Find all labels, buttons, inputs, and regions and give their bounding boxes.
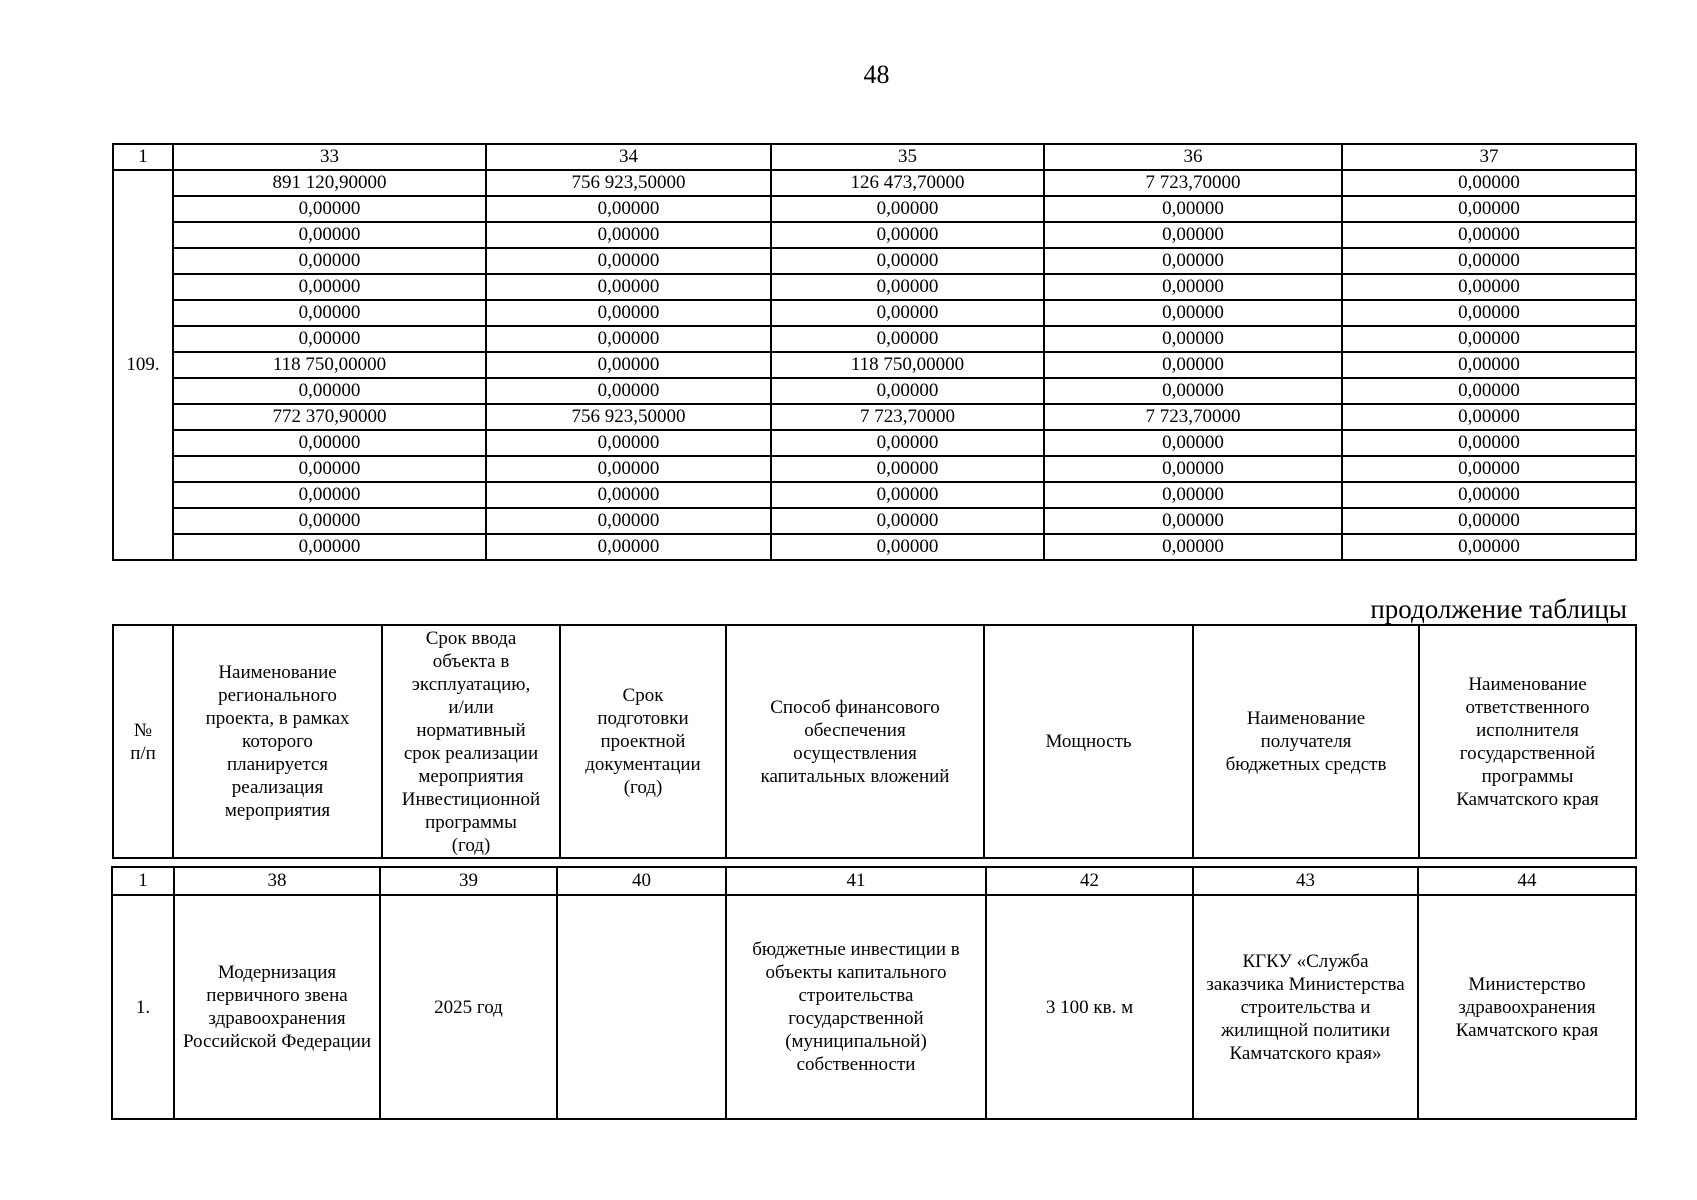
value-cell: 1. (112, 895, 174, 1119)
continuation-header-table (112, 624, 1637, 859)
value-cell: 0,00000 (486, 196, 771, 222)
table-row (113, 196, 1636, 222)
value-cell: 0,00000 (173, 508, 486, 534)
value-cell: 0,00000 (771, 482, 1044, 508)
value-cell: 0,00000 (1342, 456, 1636, 482)
table-row (113, 222, 1636, 248)
value-cell: 0,00000 (1342, 404, 1636, 430)
table-row (113, 170, 1636, 196)
header-cell: Мощность (984, 625, 1193, 858)
column-number-cell: 40 (557, 867, 726, 895)
table-row (113, 352, 1636, 378)
continuation-label: продолжение таблицы (1370, 594, 1627, 624)
column-number-cell: 37 (1342, 144, 1636, 170)
value-cell: 0,00000 (771, 456, 1044, 482)
table-row (113, 274, 1636, 300)
value-cell: КГКУ «Служба заказчика Министерства строительства и жилищной политики Камчатского края» (1193, 895, 1418, 1119)
value-cell: 0,00000 (771, 300, 1044, 326)
funding-table (112, 143, 1637, 561)
value-cell: 0,00000 (1044, 534, 1342, 560)
value-cell: 0,00000 (1342, 534, 1636, 560)
value-cell: 0,00000 (1044, 326, 1342, 352)
table-row (113, 248, 1636, 274)
value-cell: 0,00000 (771, 222, 1044, 248)
value-cell: 0,00000 (486, 482, 771, 508)
value-cell: 0,00000 (771, 430, 1044, 456)
value-cell: 0,00000 (1044, 274, 1342, 300)
header-cell: Срок ввода объекта в эксплуатацию, и/или нормативный срок реализации мероприятия Инвестиционной программы (год) (382, 625, 560, 858)
value-cell: 0,00000 (486, 274, 771, 300)
table-row (113, 508, 1636, 534)
column-number-cell: 33 (173, 144, 486, 170)
column-number-cell: 38 (174, 867, 380, 895)
value-cell: 0,00000 (173, 300, 486, 326)
value-cell: 0,00000 (173, 378, 486, 404)
value-cell: 7 723,70000 (1044, 170, 1342, 196)
value-cell: 0,00000 (173, 326, 486, 352)
value-cell: 0,00000 (1044, 508, 1342, 534)
value-cell: 0,00000 (486, 352, 771, 378)
value-cell: 0,00000 (771, 508, 1044, 534)
value-cell: 0,00000 (771, 274, 1044, 300)
project-table (111, 866, 1637, 1120)
value-cell: 0,00000 (486, 248, 771, 274)
table-row (113, 430, 1636, 456)
value-cell: 756 923,50000 (486, 170, 771, 196)
value-cell: 0,00000 (486, 326, 771, 352)
value-cell: 0,00000 (771, 248, 1044, 274)
value-cell: 0,00000 (173, 456, 486, 482)
value-cell: 0,00000 (771, 378, 1044, 404)
value-cell: 0,00000 (173, 196, 486, 222)
row-number-cell: 109. (113, 170, 173, 560)
value-cell: 0,00000 (1044, 482, 1342, 508)
table-row (113, 326, 1636, 352)
value-cell: 0,00000 (1044, 378, 1342, 404)
header-cell: № п/п (113, 625, 173, 858)
value-cell: 0,00000 (771, 534, 1044, 560)
value-cell: 0,00000 (486, 430, 771, 456)
table-row (113, 404, 1636, 430)
value-cell: 0,00000 (771, 196, 1044, 222)
column-number-cell: 36 (1044, 144, 1342, 170)
value-cell: 0,00000 (486, 534, 771, 560)
value-cell: 0,00000 (1044, 196, 1342, 222)
value-cell: 0,00000 (1342, 430, 1636, 456)
value-cell: 0,00000 (1342, 300, 1636, 326)
column-number-cell: 39 (380, 867, 557, 895)
value-cell: 0,00000 (1342, 196, 1636, 222)
value-cell: 0,00000 (1342, 248, 1636, 274)
value-cell: 0,00000 (1342, 378, 1636, 404)
header-cell: Способ финансового обеспечения осуществления капитальных вложений (726, 625, 984, 858)
table-row (113, 534, 1636, 560)
header-row (113, 625, 1636, 858)
value-cell: 756 923,50000 (486, 404, 771, 430)
header-cell: Наименование ответственного исполнителя государственной программы Камчатского края (1419, 625, 1636, 858)
column-number-cell: 42 (986, 867, 1193, 895)
column-number-cell: 34 (486, 144, 771, 170)
value-cell (557, 895, 726, 1119)
column-number-cell: 1 (112, 867, 174, 895)
value-cell: 0,00000 (1342, 274, 1636, 300)
value-cell: 0,00000 (1342, 508, 1636, 534)
table-row (112, 895, 1636, 1119)
column-number-row (113, 144, 1636, 170)
value-cell: 0,00000 (1342, 170, 1636, 196)
value-cell: 0,00000 (1044, 300, 1342, 326)
value-cell: 772 370,90000 (173, 404, 486, 430)
value-cell: 0,00000 (1044, 430, 1342, 456)
value-cell: 0,00000 (173, 248, 486, 274)
value-cell: 0,00000 (1342, 352, 1636, 378)
table-row (113, 482, 1636, 508)
column-number-cell: 35 (771, 144, 1044, 170)
value-cell: 0,00000 (486, 300, 771, 326)
value-cell: 0,00000 (486, 456, 771, 482)
value-cell: 891 120,90000 (173, 170, 486, 196)
value-cell: 0,00000 (486, 222, 771, 248)
header-cell: Наименование получателя бюджетных средств (1193, 625, 1419, 858)
value-cell: 0,00000 (1044, 222, 1342, 248)
table-row (113, 456, 1636, 482)
value-cell: 0,00000 (486, 508, 771, 534)
column-number-cell: 43 (1193, 867, 1418, 895)
value-cell: 0,00000 (771, 326, 1044, 352)
value-cell: 0,00000 (1044, 248, 1342, 274)
value-cell: 0,00000 (1342, 482, 1636, 508)
header-cell: Срок подготовки проектной документации (год) (560, 625, 726, 858)
value-cell: 118 750,00000 (771, 352, 1044, 378)
value-cell: бюджетные инвестиции в объекты капитального строительства государственной (муниципальной) собственности (726, 895, 986, 1119)
value-cell: 3 100 кв. м (986, 895, 1193, 1119)
value-cell: 0,00000 (173, 274, 486, 300)
value-cell: 0,00000 (173, 482, 486, 508)
value-cell: 0,00000 (173, 534, 486, 560)
header-cell: Наименование регионального проекта, в рамках которого планируется реализация мероприятия (173, 625, 382, 858)
value-cell: 2025 год (380, 895, 557, 1119)
value-cell: Министерство здравоохранения Камчатского края (1418, 895, 1636, 1119)
value-cell: 126 473,70000 (771, 170, 1044, 196)
value-cell: 7 723,70000 (771, 404, 1044, 430)
page-number: 48 (863, 60, 890, 89)
value-cell: 0,00000 (173, 430, 486, 456)
table-row (113, 378, 1636, 404)
column-number-row (112, 867, 1636, 895)
value-cell: 0,00000 (1044, 352, 1342, 378)
value-cell: 0,00000 (1044, 456, 1342, 482)
value-cell: Модернизация первичного звена здравоохранения Российской Федерации (174, 895, 380, 1119)
value-cell: 0,00000 (173, 222, 486, 248)
table-row (113, 300, 1636, 326)
column-number-cell: 1 (113, 144, 173, 170)
value-cell: 0,00000 (1342, 326, 1636, 352)
value-cell: 118 750,00000 (173, 352, 486, 378)
column-number-cell: 44 (1418, 867, 1636, 895)
value-cell: 0,00000 (1342, 222, 1636, 248)
value-cell: 0,00000 (486, 378, 771, 404)
value-cell: 7 723,70000 (1044, 404, 1342, 430)
column-number-cell: 41 (726, 867, 986, 895)
